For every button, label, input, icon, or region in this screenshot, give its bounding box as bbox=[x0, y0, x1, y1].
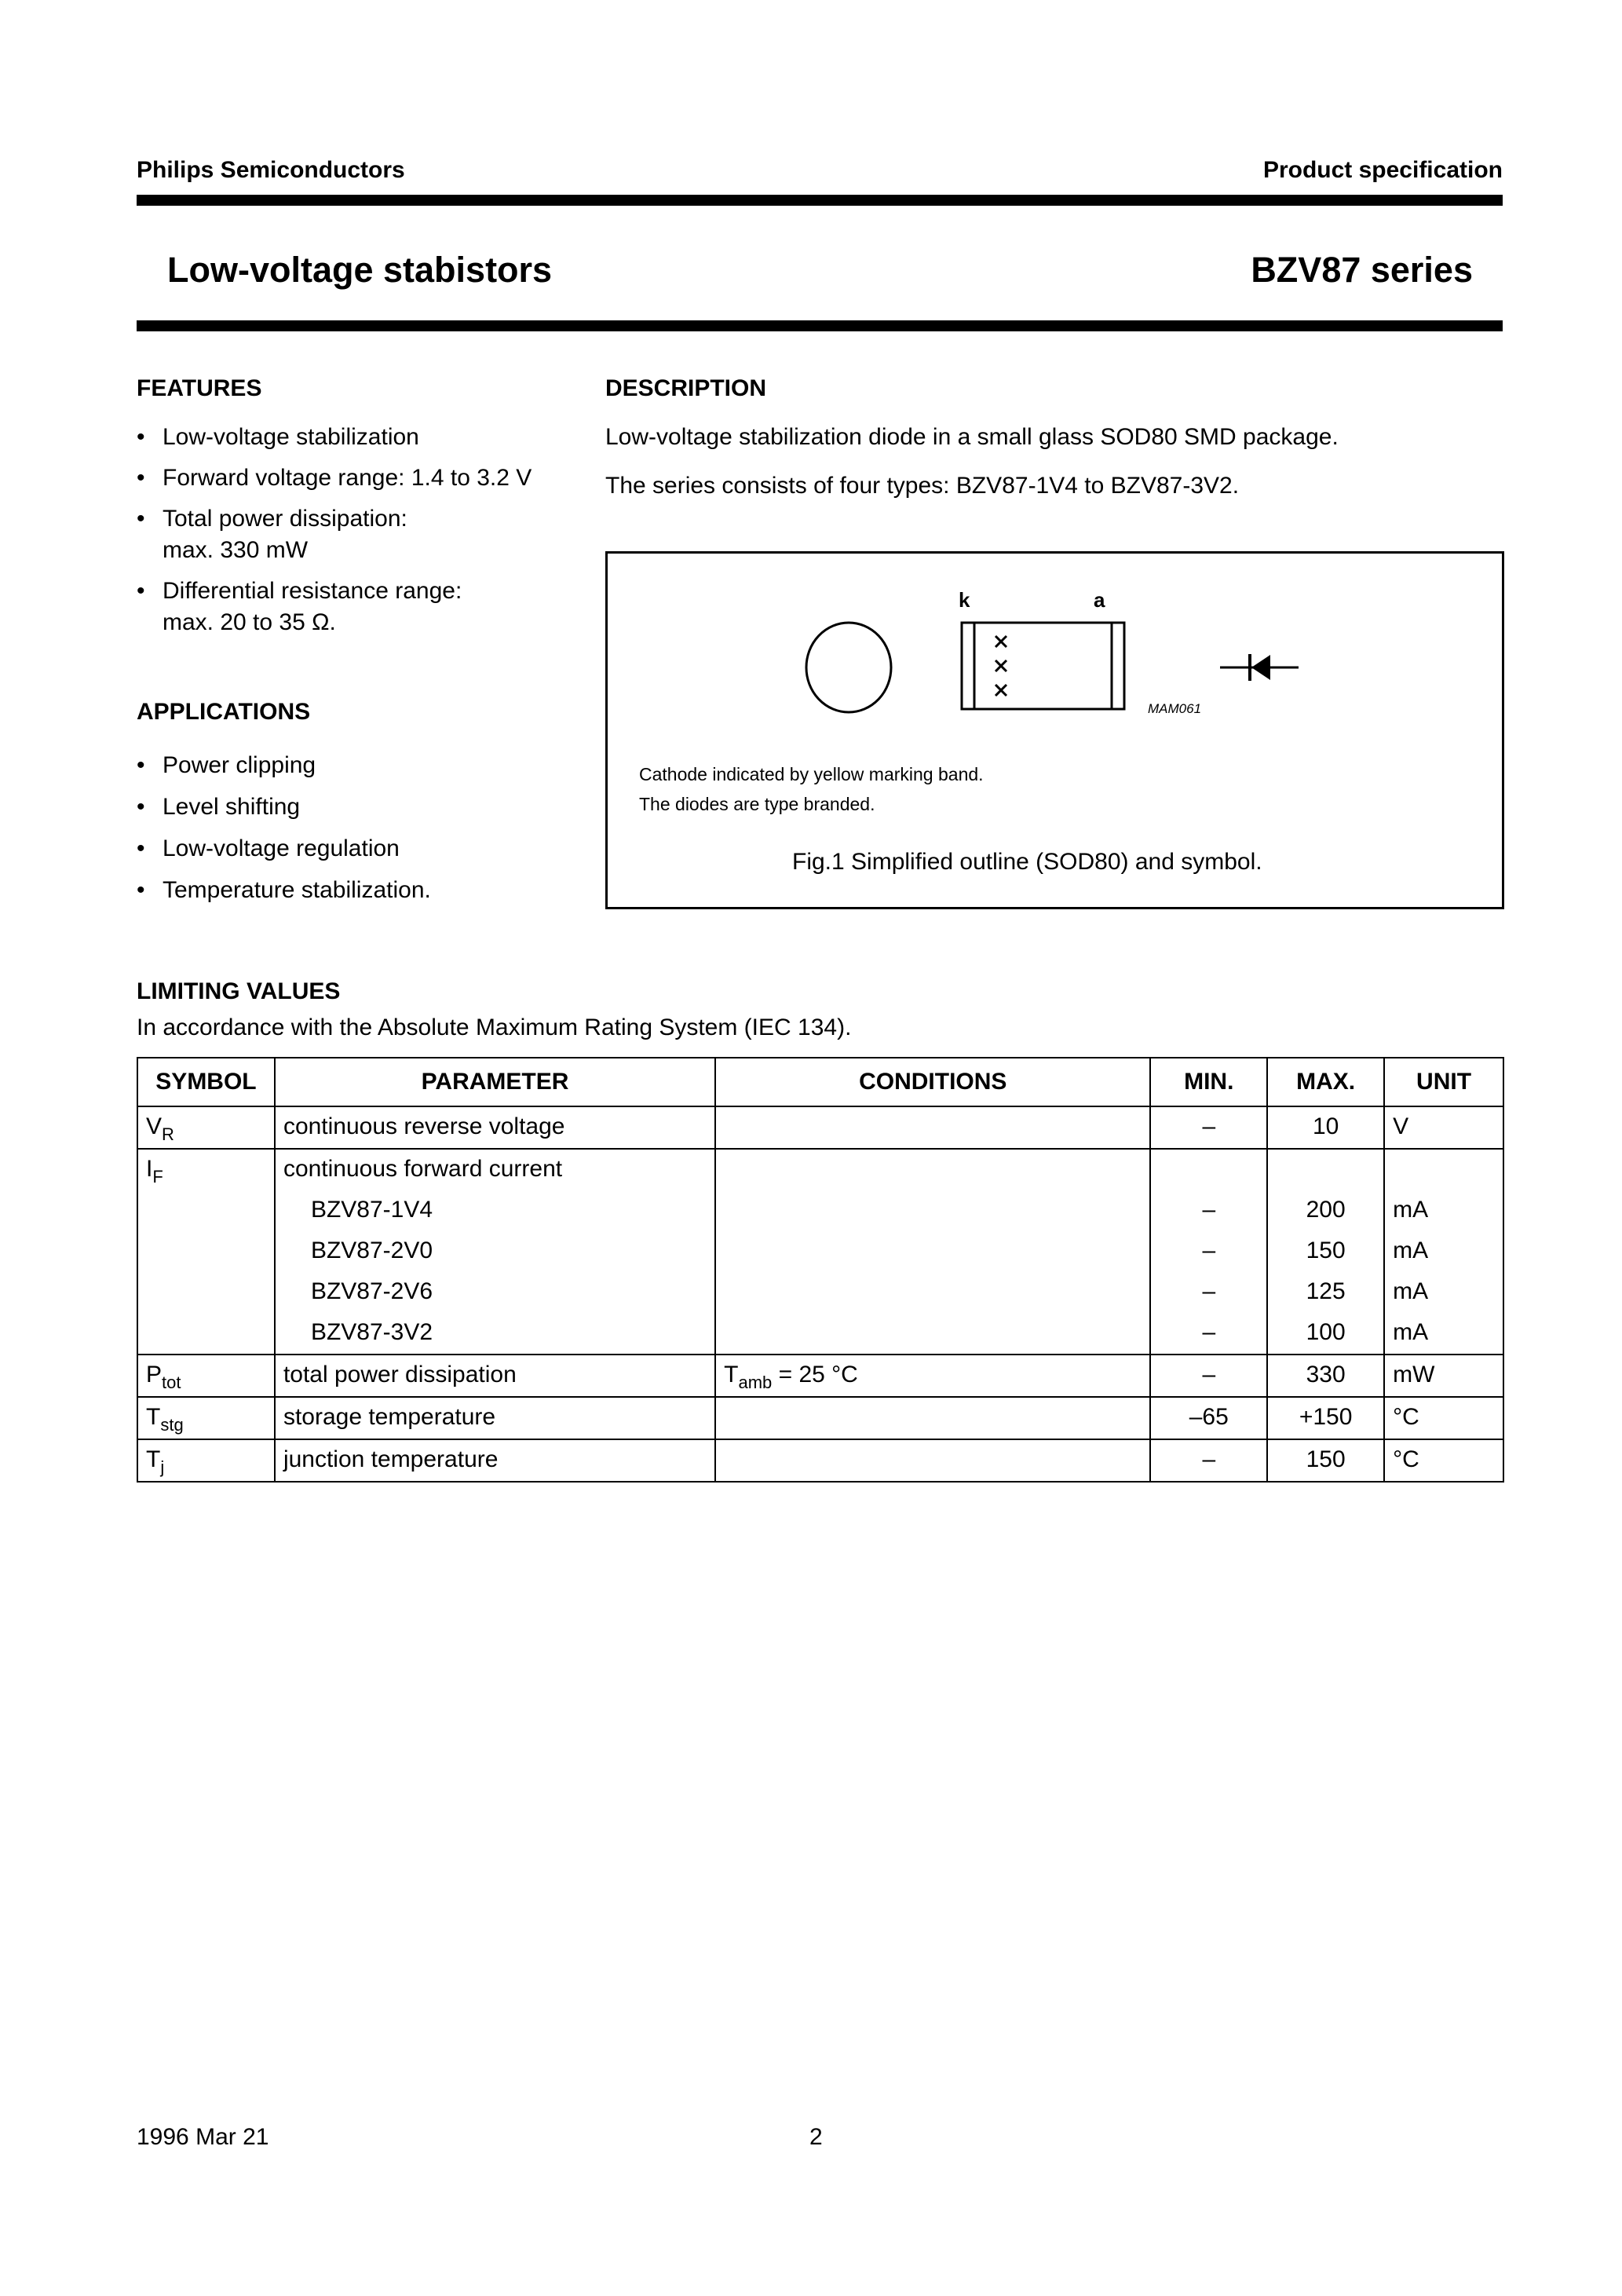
col-header: UNIT bbox=[1384, 1058, 1503, 1106]
feature-item: • Total power dissipation: max. 330 mW bbox=[137, 503, 576, 566]
package-end-view bbox=[806, 623, 891, 712]
limiting-heading: LIMITING VALUES bbox=[137, 978, 341, 1004]
applications-heading: APPLICATIONS bbox=[137, 699, 311, 725]
max-cell: 150 bbox=[1267, 1439, 1384, 1482]
anode-end-cap bbox=[1112, 623, 1124, 709]
limiting-values-table bbox=[137, 1057, 1504, 1483]
description-p1: Low-voltage stabilization diode in a small glass SOD80 SMD package. bbox=[605, 424, 1339, 450]
max-cell: 200 150 125 100 bbox=[1267, 1149, 1384, 1355]
unit-cell: °C bbox=[1384, 1397, 1503, 1439]
figure-caption: Fig.1 Simplified outline (SOD80) and symbol. bbox=[792, 849, 1262, 875]
cathode-label: k bbox=[959, 588, 970, 612]
symbol-cell: $I_F$ bbox=[137, 1149, 275, 1355]
col-header: MAX. bbox=[1267, 1058, 1384, 1106]
figure-note-cathode: Cathode indicated by yellow marking band. bbox=[639, 764, 984, 784]
min-cell: – bbox=[1150, 1439, 1267, 1482]
col-header: SYMBOL bbox=[137, 1058, 275, 1106]
conditions-cell bbox=[715, 1149, 1150, 1355]
limiting-intro: In accordance with the Absolute Maximum Rating System (IEC 134). bbox=[137, 1015, 852, 1040]
description-heading: DESCRIPTION bbox=[605, 375, 767, 401]
application-item: • Level shifting bbox=[137, 786, 576, 828]
conditions-cell bbox=[715, 1439, 1150, 1482]
page-title: Low-voltage stabistors bbox=[167, 250, 553, 290]
figure-note-branding: The diodes are type branded. bbox=[639, 794, 875, 814]
parameter-cell: total power dissipation bbox=[275, 1355, 715, 1397]
features-list bbox=[137, 422, 576, 638]
parameter-cell: continuous reverse voltage bbox=[275, 1106, 715, 1149]
symbol-cell: $T_j$ bbox=[137, 1439, 275, 1482]
applications-list bbox=[137, 744, 576, 911]
table-row bbox=[137, 1439, 1503, 1482]
application-item: • Power clipping bbox=[137, 744, 576, 786]
min-cell: – bbox=[1150, 1355, 1267, 1397]
min-cell: – bbox=[1150, 1106, 1267, 1149]
col-header: CONDITIONS bbox=[715, 1058, 1150, 1106]
unit-cell: °C bbox=[1384, 1439, 1503, 1482]
series-title: BZV87 series bbox=[1251, 250, 1473, 290]
application-item: • Temperature stabilization. bbox=[137, 869, 576, 911]
conditions-cell: $T_{amb} = 25$ °C bbox=[715, 1355, 1150, 1397]
figure-box bbox=[605, 551, 1504, 909]
feature-item: • Low-voltage stabilization bbox=[137, 422, 576, 453]
title-rule bbox=[137, 320, 1503, 331]
min-cell: – – – – bbox=[1150, 1149, 1267, 1355]
conditions-cell bbox=[715, 1397, 1150, 1439]
unit-cell: mA mA mA mA bbox=[1384, 1149, 1503, 1355]
table-row bbox=[137, 1149, 1503, 1355]
page-number: 2 bbox=[809, 2124, 823, 2150]
unit-cell: mW bbox=[1384, 1355, 1503, 1397]
symbol-cell: $T_{stg}$ bbox=[137, 1397, 275, 1439]
anode-label: a bbox=[1094, 588, 1105, 612]
symbol-cell: $P_{tot}$ bbox=[137, 1355, 275, 1397]
diode-symbol bbox=[1220, 654, 1299, 681]
marking-band bbox=[995, 636, 1006, 696]
max-cell: 10 bbox=[1267, 1106, 1384, 1149]
table-row bbox=[137, 1355, 1503, 1397]
parameter-cell: continuous forward current BZV87-1V4 BZV87-2V0 BZV87-2V6 BZV87-3V2 bbox=[275, 1149, 715, 1355]
conditions-cell bbox=[715, 1106, 1150, 1149]
parameter-cell: storage temperature bbox=[275, 1397, 715, 1439]
cathode-end-cap bbox=[962, 623, 974, 709]
features-heading: FEATURES bbox=[137, 375, 262, 401]
table-row bbox=[137, 1397, 1503, 1439]
feature-item: • Differential resistance range: max. 20 to 35 Ω. bbox=[137, 576, 576, 638]
doc-type: Product specification bbox=[1262, 157, 1503, 183]
table-row bbox=[137, 1106, 1503, 1149]
col-header: PARAMETER bbox=[275, 1058, 715, 1106]
symbol-cell: $V_R$ bbox=[137, 1106, 275, 1149]
parameter-cell: junction temperature bbox=[275, 1439, 715, 1482]
application-item: • Low-voltage regulation bbox=[137, 828, 576, 869]
unit-cell: V bbox=[1384, 1106, 1503, 1149]
feature-item: • Forward voltage range: 1.4 to 3.2 V bbox=[137, 462, 576, 494]
min-cell: –65 bbox=[1150, 1397, 1267, 1439]
package-body bbox=[962, 623, 1124, 709]
company-name: Philips Semiconductors bbox=[137, 157, 405, 183]
col-header: MIN. bbox=[1150, 1058, 1267, 1106]
max-cell: +150 bbox=[1267, 1397, 1384, 1439]
header-rule bbox=[137, 195, 1503, 206]
max-cell: 330 bbox=[1267, 1355, 1384, 1397]
figure-code: MAM061 bbox=[1148, 701, 1202, 716]
description-p2: The series consists of four types: BZV87-1V4 to BZV87-3V2. bbox=[605, 473, 1240, 499]
table-header-row bbox=[137, 1058, 1503, 1106]
footer-date: 1996 Mar 21 bbox=[137, 2124, 269, 2150]
